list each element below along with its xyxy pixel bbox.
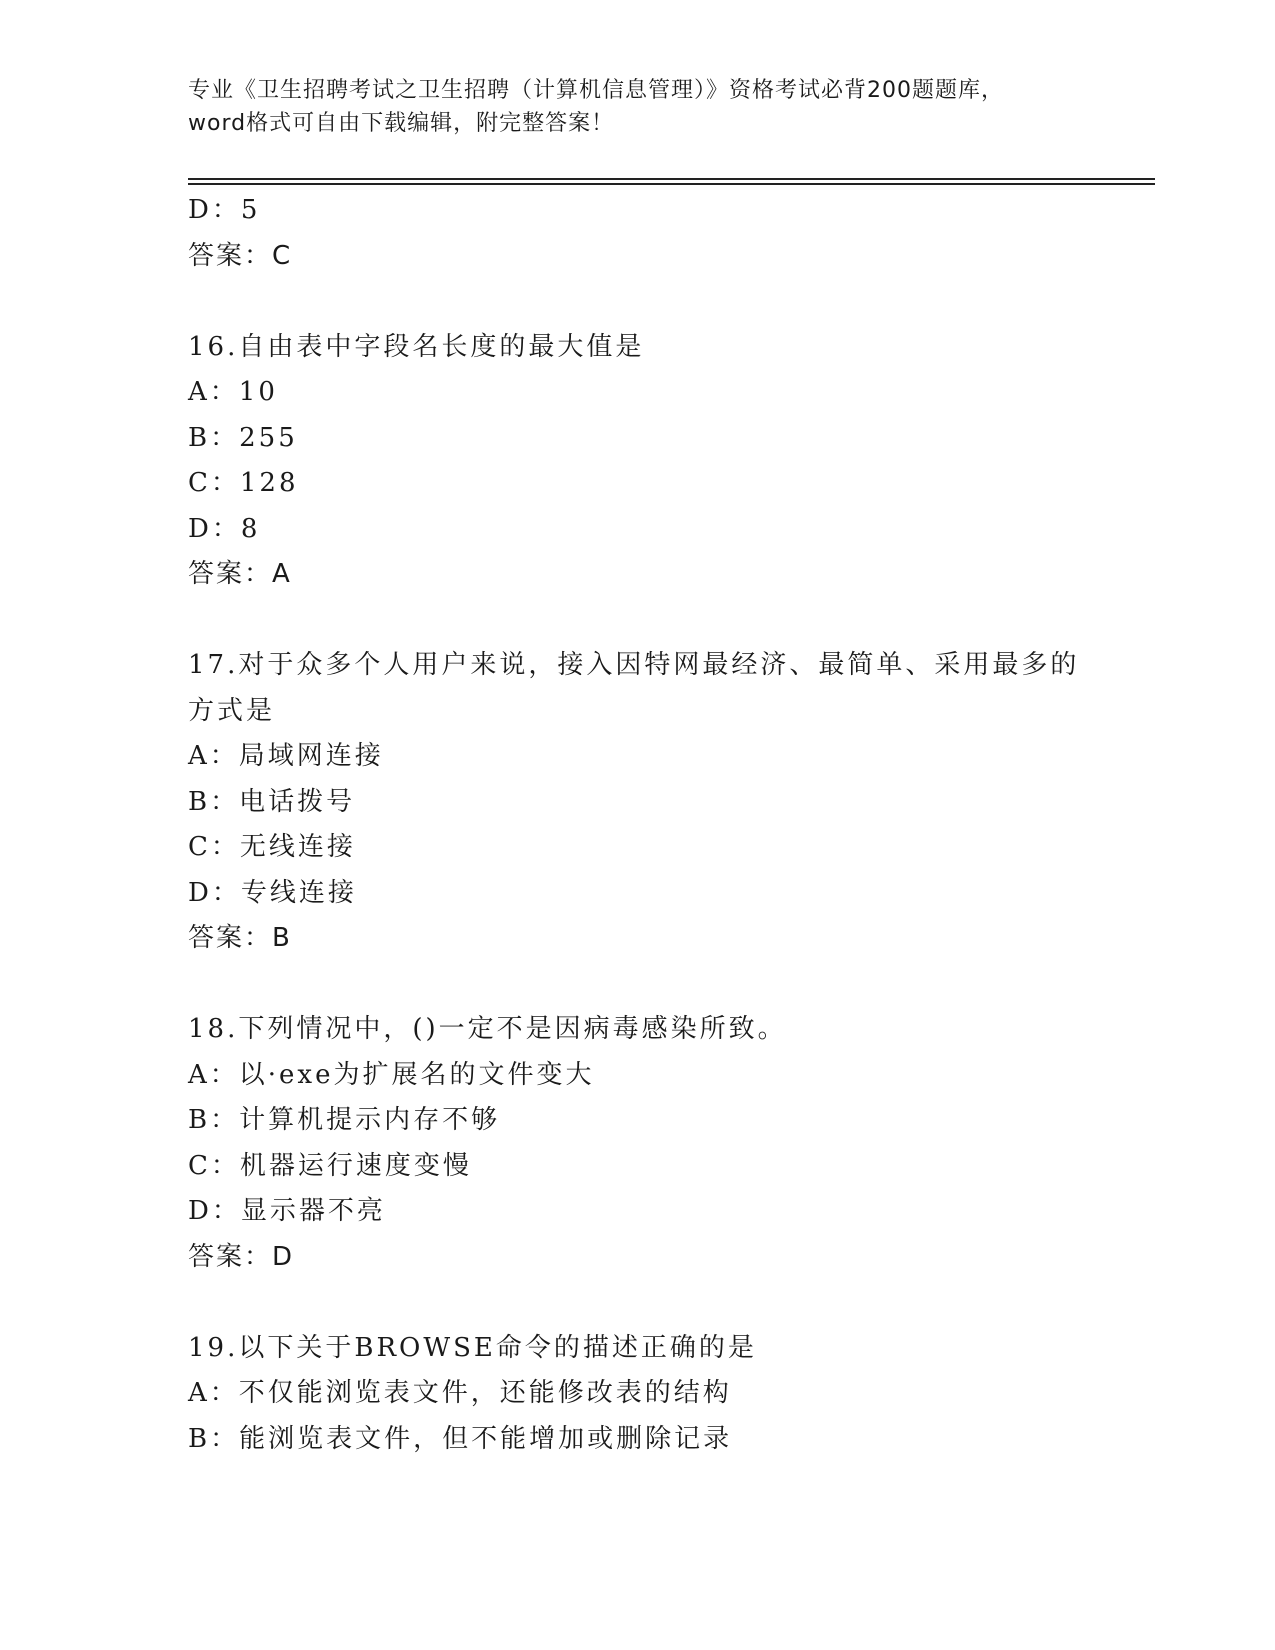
q17-option-c: C：无线连接 xyxy=(188,832,356,862)
header-divider-bottom xyxy=(188,183,1155,185)
header-title-line-2: word格式可自由下载编辑，附完整答案！ xyxy=(188,111,615,136)
q16-option-b: B：255 xyxy=(188,422,298,453)
q19-option-a: A：不仅能浏览表文件，还能修改表的结构 xyxy=(188,1378,732,1408)
spacer xyxy=(188,1280,1148,1326)
q16-answer: 答案：A xyxy=(188,559,292,589)
document-header xyxy=(188,74,1088,140)
q17-option-d: D：专线连接 xyxy=(188,877,357,908)
q17-question: 17.对于众多个人用户来说，接入因特网最经济、最简单、采用最多的 xyxy=(188,650,1080,680)
q18-option-c: C：机器运行速度变慢 xyxy=(188,1150,472,1181)
q19-option-b: B：能浏览表文件，但不能增加或删除记录 xyxy=(188,1423,733,1454)
q17-option-b: B：电话拨号 xyxy=(188,786,356,817)
q17-question-cont: 方式是 xyxy=(188,695,276,726)
q18-answer: 答案：D xyxy=(188,1241,295,1272)
q18-option-d: D：显示器不亮 xyxy=(188,1196,386,1226)
q18-option-b: B：计算机提示内存不够 xyxy=(188,1105,501,1135)
q17-option-a: A：局域网连接 xyxy=(188,741,384,771)
q15-option-d: D：5 xyxy=(188,195,261,225)
q18-question: 18.下列情况中，()一定不是因病毒感染所致。 xyxy=(188,1014,787,1044)
spacer xyxy=(188,962,1148,1008)
q15-answer: 答案：C xyxy=(188,240,293,271)
header-title-line-1: 专业《卫生招聘考试之卫生招聘（计算机信息管理）》资格考试必背200题题库， xyxy=(188,78,1004,103)
q18-option-a: A：以·exe为扩展名的文件变大 xyxy=(188,1059,595,1090)
q17-answer: 答案：B xyxy=(188,923,292,953)
spacer xyxy=(188,279,1148,325)
q16-option-d: D：8 xyxy=(188,513,261,544)
spacer xyxy=(188,598,1148,644)
question-list xyxy=(188,188,1148,1462)
q16-option-c: C：128 xyxy=(188,468,299,498)
header-divider-top xyxy=(188,178,1155,180)
q19-question: 19.以下关于BROWSE命令的描述正确的是 xyxy=(188,1332,757,1363)
q16-option-a: A：10 xyxy=(188,377,278,407)
q16-question: 16.自由表中字段名长度的最大值是 xyxy=(188,331,645,362)
